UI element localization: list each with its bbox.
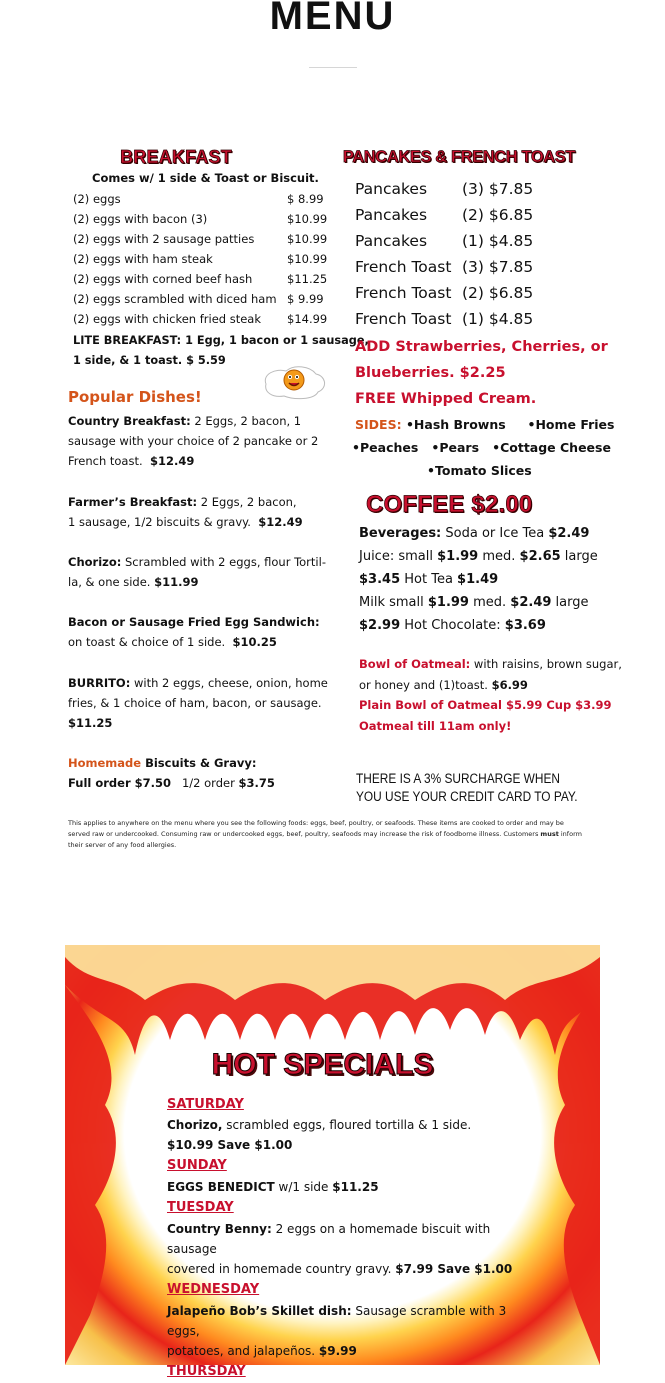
fried-egg-sandwich xyxy=(68,612,328,652)
biscuits-gravy xyxy=(68,753,330,793)
day-thursday: THURSDAY xyxy=(167,1364,246,1379)
item-name: French Toast xyxy=(355,258,452,276)
disclaimer-line: served raw or undercooked. Consuming raw or undercooked eggs, beef, poultry, seafoods may increase the risk of foodborne illness. Customers xyxy=(68,830,541,838)
item-name: (2) eggs xyxy=(73,192,121,206)
special-desc: w/1 side xyxy=(274,1180,333,1194)
oatmeal xyxy=(359,654,649,736)
food-disclaimer xyxy=(68,818,628,851)
plain-oatmeal-price: $5.99 Cup $3.99 xyxy=(501,698,612,712)
country-breakfast xyxy=(68,411,328,471)
disclaimer-line: their server of any food allergies. xyxy=(68,841,177,849)
dish-price: $3.75 xyxy=(238,776,275,790)
list-item xyxy=(355,280,595,306)
special-desc: covered in homemade country gravy. xyxy=(167,1262,396,1276)
dish-desc: 2 Eggs, 2 bacon, 1 xyxy=(190,414,302,428)
dish-desc: 1/2 order xyxy=(181,776,235,790)
item-price: $10.99 xyxy=(287,212,328,226)
title-divider xyxy=(309,67,357,68)
list-item xyxy=(73,230,335,250)
pancakes-title: PANCAKES & FRENCH TOAST xyxy=(342,148,576,166)
special-name: EGGS BENEDICT xyxy=(167,1180,275,1194)
list-item xyxy=(355,306,595,332)
oatmeal-desc: with raisins, brown sugar, xyxy=(470,657,622,671)
dish-name: Homemade xyxy=(68,756,142,770)
list-item xyxy=(73,290,335,310)
plain-oatmeal-name: Plain Bowl of Oatmeal xyxy=(359,698,502,712)
popular-title: Popular Dishes! xyxy=(68,388,202,406)
chorizo xyxy=(68,552,328,592)
special-name: Jalapeño Bob’s Skillet dish: xyxy=(167,1304,352,1318)
oatmeal-name: Bowl of Oatmeal: xyxy=(359,657,471,671)
item-price: (2) $6.85 xyxy=(462,206,534,224)
dish-name: Country Breakfast: xyxy=(68,414,191,428)
item-name: (2) eggs with bacon (3) xyxy=(73,212,208,226)
list-item xyxy=(355,176,595,202)
side-item: •Peaches xyxy=(352,440,419,455)
addon-line: Blueberries. $2.25 xyxy=(355,365,506,381)
dish-name: Biscuits & Gravy: xyxy=(141,756,257,770)
special-price: $11.25 xyxy=(332,1180,379,1194)
item-name: French Toast xyxy=(355,284,452,302)
item-name: Pancakes xyxy=(355,180,428,198)
item-name: (2) eggs with chicken fried steak xyxy=(73,312,262,326)
beverage-price: $3.69 xyxy=(504,618,546,633)
dish-desc: on toast & choice of 1 side. xyxy=(68,635,226,649)
sides-label: SIDES: xyxy=(355,417,402,432)
dish-desc: sausage with your choice of 2 pancake or 2 xyxy=(68,434,319,448)
breakfast-title: BREAKFAST xyxy=(120,147,232,167)
oatmeal-price: $6.99 xyxy=(491,677,528,692)
item-price: $11.25 xyxy=(287,272,328,286)
lite-breakfast-line2: 1 side, & 1 toast. $ 5.59 xyxy=(73,354,226,367)
beverage-price: $3.45 xyxy=(359,572,401,587)
beverage-price: $1.99 xyxy=(437,549,479,564)
dish-price: Full order $7.50 xyxy=(68,776,172,790)
dish-price: $11.99 xyxy=(154,575,199,589)
list-item xyxy=(73,310,335,330)
item-name: (2) eggs with corned beef hash xyxy=(73,272,253,286)
surcharge-line: THERE IS A 3% SURCHARGE WHEN xyxy=(356,771,560,786)
farmers-breakfast xyxy=(68,492,328,532)
egg-mascot-icon xyxy=(260,362,330,402)
day-tuesday: TUESDAY xyxy=(167,1200,234,1215)
beverage-text: large xyxy=(560,549,598,564)
beverage-text: Juice: small xyxy=(359,549,438,564)
dish-desc: Scrambled with 2 eggs, flour Tortil- xyxy=(121,555,326,569)
item-name: (2) eggs scrambled with diced ham xyxy=(73,292,277,306)
dish-price: $11.25 xyxy=(68,716,113,730)
day-wednesday: WEDNESDAY xyxy=(167,1282,260,1297)
beverage-price: $1.49 xyxy=(457,572,499,587)
beverage-price: $2.49 xyxy=(510,595,552,610)
oatmeal-hours: Oatmeal till 11am only! xyxy=(359,718,512,733)
list-item xyxy=(355,228,595,254)
side-item: •Pears xyxy=(431,440,480,455)
disclaimer-emphasis: must xyxy=(540,830,559,838)
special-desc: Sausage scramble with 3 eggs, xyxy=(167,1304,507,1338)
addon-line: ADD Strawberries, Cherries, or xyxy=(355,339,608,355)
whipped-cream: FREE Whipped Cream. xyxy=(355,391,537,407)
item-price: (3) $7.85 xyxy=(462,258,534,276)
beverage-text: Hot Chocolate: xyxy=(400,618,505,633)
dish-desc: French toast. xyxy=(68,454,143,468)
special-price: $7.99 Save $1.00 xyxy=(395,1262,513,1276)
item-price: (1) $4.85 xyxy=(462,310,534,328)
pancake-addons xyxy=(355,334,608,412)
beverage-text: Soda or Ice Tea xyxy=(441,526,549,541)
dish-desc: la, & one side. xyxy=(68,575,151,589)
item-name: (2) eggs with 2 sausage patties xyxy=(73,232,255,246)
day-saturday: SATURDAY xyxy=(167,1097,244,1112)
hot-specials-title: HOT SPECIALS xyxy=(211,1048,434,1081)
special-name: Chorizo, xyxy=(167,1118,223,1132)
dish-desc: 1 sausage, 1/2 biscuits & gravy. xyxy=(68,515,251,529)
dish-desc: 2 Eggs, 2 bacon, xyxy=(197,495,297,509)
list-item xyxy=(73,210,335,230)
coffee-title: COFFEE $2.00 xyxy=(366,491,533,518)
item-price: (2) $6.85 xyxy=(462,284,534,302)
hot-specials-list xyxy=(167,1095,527,1383)
sides-row3 xyxy=(427,459,532,482)
dish-price: $10.25 xyxy=(232,635,277,649)
beverage-price: $1.99 xyxy=(427,595,469,610)
beverage-price: $2.65 xyxy=(519,549,561,564)
item-price: $14.99 xyxy=(287,312,328,326)
dish-name: Chorizo: xyxy=(68,555,122,569)
side-item: •Cottage Cheese xyxy=(492,440,611,455)
dish-name: Farmer’s Breakfast: xyxy=(68,495,198,509)
list-item xyxy=(73,270,335,290)
side-item: •Tomato Slices xyxy=(427,463,532,478)
special-desc: 2 eggs on a homemade biscuit with sausage xyxy=(167,1222,491,1256)
oatmeal-desc: or honey and (1)toast. xyxy=(359,677,492,692)
dish-name: Bacon or Sausage Fried Egg Sandwich: xyxy=(68,615,320,629)
sides-row2 xyxy=(352,436,622,459)
beverage-text: Hot Tea xyxy=(400,572,458,587)
beverage-text: med. xyxy=(478,549,520,564)
lite-breakfast-line1: LITE BREAKFAST: 1 Egg, 1 bacon or 1 sausage, xyxy=(73,334,369,347)
day-sunday: SUNDAY xyxy=(167,1158,227,1173)
beverage-text: large xyxy=(551,595,589,610)
burrito xyxy=(68,673,330,733)
list-item xyxy=(73,190,335,210)
pancakes-list xyxy=(355,176,595,332)
beverage-price: $2.99 xyxy=(359,618,401,633)
list-item xyxy=(73,250,335,270)
beverage-text: med. xyxy=(468,595,511,610)
dish-price: $12.49 xyxy=(258,515,303,529)
dish-name: BURRITO: xyxy=(68,676,131,690)
disclaimer-line: This applies to anywhere on the menu where you see the following foods: eggs, beef, poultry, or seafoods. These items are cooked to order and may be xyxy=(68,819,564,827)
beverage-label: Beverages: xyxy=(359,526,442,541)
list-item xyxy=(355,202,595,228)
beverages xyxy=(359,522,649,637)
surcharge-notice xyxy=(356,770,578,806)
dish-price: $12.49 xyxy=(149,454,195,468)
item-price: $ 8.99 xyxy=(287,192,324,206)
surcharge-line: YOU USE YOUR CREDIT CARD TO PAY. xyxy=(356,789,578,804)
item-price: $10.99 xyxy=(287,232,328,246)
page-title: MENU xyxy=(269,0,396,38)
side-item: •Home Fries xyxy=(527,417,615,432)
item-name: French Toast xyxy=(355,310,452,328)
list-item xyxy=(355,254,595,280)
special-desc: potatoes, and jalapeños. xyxy=(167,1344,319,1358)
disclaimer-line: inform xyxy=(558,830,582,838)
special-price: $10.99 Save $1.00 xyxy=(167,1138,293,1152)
beverage-text: Milk small xyxy=(359,595,428,610)
special-name: Country Benny: xyxy=(167,1222,272,1236)
breakfast-list xyxy=(73,190,335,330)
item-price: (1) $4.85 xyxy=(462,232,534,250)
beverage-price: $2.49 xyxy=(548,526,590,541)
special-price: $9.99 xyxy=(318,1344,357,1358)
item-name: Pancakes xyxy=(355,232,428,250)
sides xyxy=(355,413,625,436)
breakfast-subtitle: Comes w/ 1 side & Toast or Biscuit. xyxy=(92,171,319,185)
dish-desc: with 2 eggs, cheese, onion, home xyxy=(130,676,328,690)
item-price: $ 9.99 xyxy=(287,292,324,306)
special-desc: scrambled eggs, floured tortilla & 1 side. xyxy=(222,1118,472,1132)
side-item: •Hash Browns xyxy=(405,417,506,432)
dish-desc: fries, & 1 choice of ham, bacon, or sausage. xyxy=(68,696,322,710)
item-name: Pancakes xyxy=(355,206,428,224)
item-name: (2) eggs with ham steak xyxy=(73,252,213,266)
item-price: $10.99 xyxy=(287,252,328,266)
item-price: (3) $7.85 xyxy=(462,180,534,198)
